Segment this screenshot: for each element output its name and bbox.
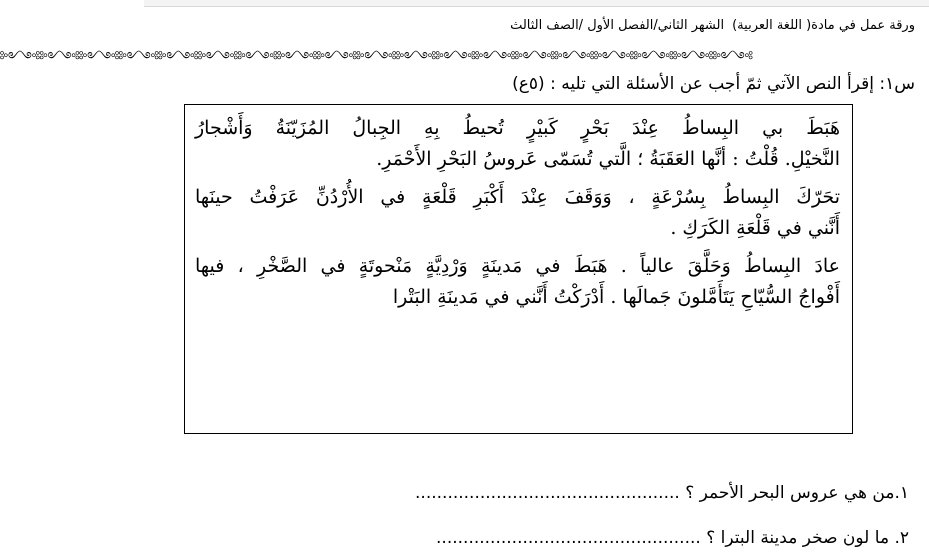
question-item-2 (436, 528, 909, 548)
grade-info: الشهر الثاني/الفصل الأول /الصف الثالث (510, 18, 725, 33)
passage-line: هَبَطَ بي البِساطُ عِنْدَ بَحْرٍ كَبيْرٍ تُحيطُ بِهِ الجِبالُ المُزَيّنَةُ وَأَشْجارُ (195, 117, 840, 139)
passage-line: أَفْواجُ السُّيّاحِ يَتَأَمَّلونَ جَمالَها . أَدْرَكْتُ أَنَّني في مَدينَةِ البَتْرا (392, 286, 840, 308)
decorative-divider: ༻༺༻༺༻༺༻༺༻༺༻༺༻༺༻༺༻༺༻༺༻༺༻༺༻༺༻༺༻༺༻༺༻༺༻༺༻༺ (0, 50, 752, 65)
question-text: ٢. ما لون صخر مدينة البترا ؟ (706, 528, 909, 548)
answer-blank[interactable]: ................................................. (436, 528, 701, 548)
passage-line: أَنَّني في قَلْعَةِ الكَرَكِ . (670, 217, 840, 239)
passage-box (184, 104, 853, 434)
answer-blank[interactable]: ................................................. (415, 483, 680, 503)
question-heading: س١: إقرأ النص الآتي ثمّ أجب عن الأسئلة التي تليه : (٥ع) (512, 74, 915, 94)
passage-line: عادَ البِساطُ وَحَلَّقَ عالياً . هَبَطَ في مَدينَةٍ وَرْدِيَّةٍ مَنْحوتَةٍ في الصَّخْرِ ، فيها (195, 255, 840, 277)
page-top-edge (144, 0, 929, 7)
passage-line: النَّخيْلِ. قُلْتُ : أنَّها العَقَبَةُ ؛ الَّتي تُسَمّى عَروسُ البَحْرِ الأَحْمَرِ. (376, 148, 840, 170)
worksheet-header (510, 18, 915, 33)
worksheet-title: ورقة عمل في مادة( اللغة العربية) (732, 18, 915, 33)
question-text: ١.من هي عروس البحر الأحمر ؟ (685, 483, 909, 503)
passage-line: تحَرّكَ البِساطُ بِسُرْعَةٍ ، وَوَقَفَ عِنْدَ أَكْبَرِ قَلْعَةٍ في الأُرْدُنِّ عَرَفْتُ حينَها (195, 186, 840, 208)
question-item-1 (415, 483, 909, 503)
